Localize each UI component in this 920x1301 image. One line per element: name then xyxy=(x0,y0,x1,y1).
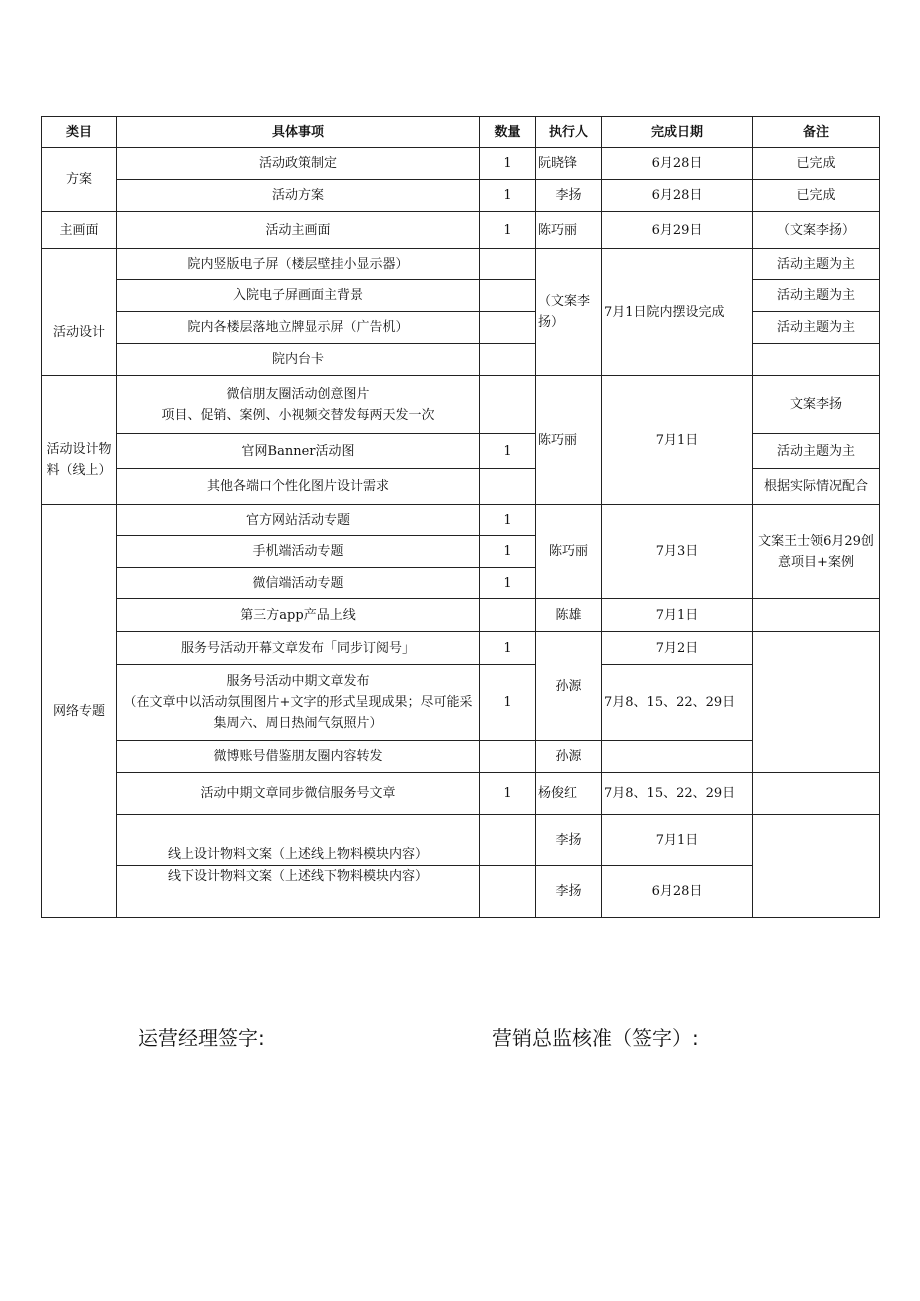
item-cell: 微博账号借鉴朋友圈内容转发 xyxy=(117,741,480,773)
owner-cell: 陈巧丽 xyxy=(536,376,602,505)
note-cell: 活动主题为主 xyxy=(753,280,880,312)
category-cell: 主画面 xyxy=(42,212,117,249)
note-cell: 已完成 xyxy=(753,180,880,212)
qty-cell: 1 xyxy=(480,665,536,741)
qty-cell: 1 xyxy=(480,434,536,469)
item-cell: 线下设计物料文案（上述线下物料模块内容） xyxy=(117,866,480,918)
item-cell: 微信端活动专题 xyxy=(117,568,480,599)
col-header-date: 完成日期 xyxy=(602,117,753,148)
item-cell: 活动方案 xyxy=(117,180,480,212)
note-cell: 文案王士领6月29创意项目+案例 xyxy=(753,505,880,599)
table-row xyxy=(42,434,880,469)
col-header-note: 备注 xyxy=(753,117,880,148)
date-cell: 6月28日 xyxy=(602,866,753,918)
item-cell: 活动中期文章同步微信服务号文章 xyxy=(117,773,480,815)
owner-cell: 阮晓锋 xyxy=(536,148,602,180)
item-cell xyxy=(117,665,480,741)
qty-cell: 1 xyxy=(480,568,536,599)
item-cell xyxy=(117,376,480,434)
date-cell: 7月1日 xyxy=(602,376,753,505)
note-cell xyxy=(753,632,880,773)
table-row xyxy=(42,344,880,376)
table-row xyxy=(42,212,880,249)
table-row xyxy=(42,599,880,632)
item-cell: 活动政策制定 xyxy=(117,148,480,180)
table-row xyxy=(42,180,880,212)
col-header-owner: 执行人 xyxy=(536,117,602,148)
note-cell: （文案李扬） xyxy=(753,212,880,249)
qty-cell xyxy=(480,469,536,505)
qty-cell: 1 xyxy=(480,632,536,665)
item-cell: 第三方app产品上线 xyxy=(117,599,480,632)
note-cell: 活动主题为主 xyxy=(753,312,880,344)
owner-cell: 陈雄 xyxy=(536,599,602,632)
date-cell: 6月28日 xyxy=(602,148,753,180)
category-cell: 活动设计 xyxy=(42,249,117,376)
owner-cell: 孙源 xyxy=(536,632,602,741)
owner-cell: 陈巧丽 xyxy=(536,505,602,599)
col-header-category: 类目 xyxy=(42,117,117,148)
note-cell: 活动主题为主 xyxy=(753,249,880,280)
item-cell: 官方网站活动专题 xyxy=(117,505,480,536)
date-cell: 7月1日 xyxy=(602,599,753,632)
table-header-row xyxy=(42,117,880,148)
item-cell: 官网Banner活动图 xyxy=(117,434,480,469)
qty-cell xyxy=(480,376,536,434)
item-cell: 院内各楼层落地立牌显示屏（广告机） xyxy=(117,312,480,344)
category-cell: 方案 xyxy=(42,148,117,212)
table-row xyxy=(42,148,880,180)
item-cell: 其他各端口个性化图片设计需求 xyxy=(117,469,480,505)
qty-cell xyxy=(480,815,536,866)
date-cell: 7月8、15、22、29日 xyxy=(602,773,753,815)
table-row xyxy=(42,469,880,505)
item-cell: 院内台卡 xyxy=(117,344,480,376)
item-line: 服务号活动中期文章发布 xyxy=(226,674,370,689)
qty-cell: 1 xyxy=(480,536,536,568)
note-cell: 根据实际情况配合 xyxy=(753,469,880,505)
table-row xyxy=(42,376,880,434)
col-header-item: 具体事项 xyxy=(117,117,480,148)
date-cell: 7月1日 xyxy=(602,815,753,866)
marketing-director-signature-label: 营销总监核准（签字）: xyxy=(492,1026,699,1050)
note-cell xyxy=(753,815,880,918)
item-cell: 手机端活动专题 xyxy=(117,536,480,568)
date-cell: 6月28日 xyxy=(602,180,753,212)
qty-cell: 1 xyxy=(480,148,536,180)
item-cell: 活动主画面 xyxy=(117,212,480,249)
item-cell: 线上设计物料文案（上述线上物料模块内容） xyxy=(117,815,480,866)
note-cell xyxy=(753,344,880,376)
owner-cell: 陈巧丽 xyxy=(536,212,602,249)
date-cell: 6月29日 xyxy=(602,212,753,249)
table-row xyxy=(42,312,880,344)
qty-cell: 1 xyxy=(480,505,536,536)
owner-cell: 李扬 xyxy=(536,180,602,212)
qty-cell: 1 xyxy=(480,773,536,815)
item-cell: 院内竖版电子屏（楼层壁挂小显示器） xyxy=(117,249,480,280)
qty-cell xyxy=(480,312,536,344)
table-row xyxy=(42,280,880,312)
owner-cell: 李扬 xyxy=(536,866,602,918)
item-detail: （在文章中以活动氛围图片+文字的形式呈现成果；尽可能采集周六、周日热闹气氛照片） xyxy=(123,695,473,731)
table-row xyxy=(42,249,880,280)
note-cell xyxy=(753,599,880,632)
category-cell: 活动设计物料（线上） xyxy=(42,376,117,505)
category-cell: 网络专题 xyxy=(42,505,117,918)
date-cell: 7月8、15、22、29日 xyxy=(602,665,753,741)
qty-cell xyxy=(480,599,536,632)
date-cell: 7月3日 xyxy=(602,505,753,599)
note-cell xyxy=(753,773,880,815)
item-detail: 项目、促销、案例、小视频交替发每两天发一次 xyxy=(161,407,435,423)
owner-cell: （文案李扬） xyxy=(536,249,602,376)
note-cell: 文案李扬 xyxy=(753,376,880,434)
activity-plan-table xyxy=(41,116,880,918)
qty-cell xyxy=(480,280,536,312)
item-line: 微信朋友圈活动创意图片 xyxy=(226,386,370,402)
owner-cell: 李扬 xyxy=(536,815,602,866)
date-cell xyxy=(602,741,753,773)
table-row xyxy=(42,773,880,815)
item-cell: 入院电子屏画面主背景 xyxy=(117,280,480,312)
table-row xyxy=(42,632,880,665)
table-row xyxy=(42,505,880,536)
note-cell: 活动主题为主 xyxy=(753,434,880,469)
owner-cell: 孙源 xyxy=(536,741,602,773)
item-cell: 服务号活动开幕文章发布「同步订阅号」 xyxy=(117,632,480,665)
qty-cell: 1 xyxy=(480,180,536,212)
qty-cell xyxy=(480,344,536,376)
qty-cell: 1 xyxy=(480,212,536,249)
ops-manager-signature-label: 运营经理签字: xyxy=(138,1026,265,1050)
qty-cell xyxy=(480,249,536,280)
owner-cell: 杨俊红 xyxy=(536,773,602,815)
date-cell: 7月2日 xyxy=(602,632,753,665)
date-cell: 7月1日院内摆设完成 xyxy=(602,249,753,376)
qty-cell xyxy=(480,866,536,918)
table-row xyxy=(42,815,880,866)
note-cell: 已完成 xyxy=(753,148,880,180)
qty-cell xyxy=(480,741,536,773)
col-header-qty: 数量 xyxy=(480,117,536,148)
